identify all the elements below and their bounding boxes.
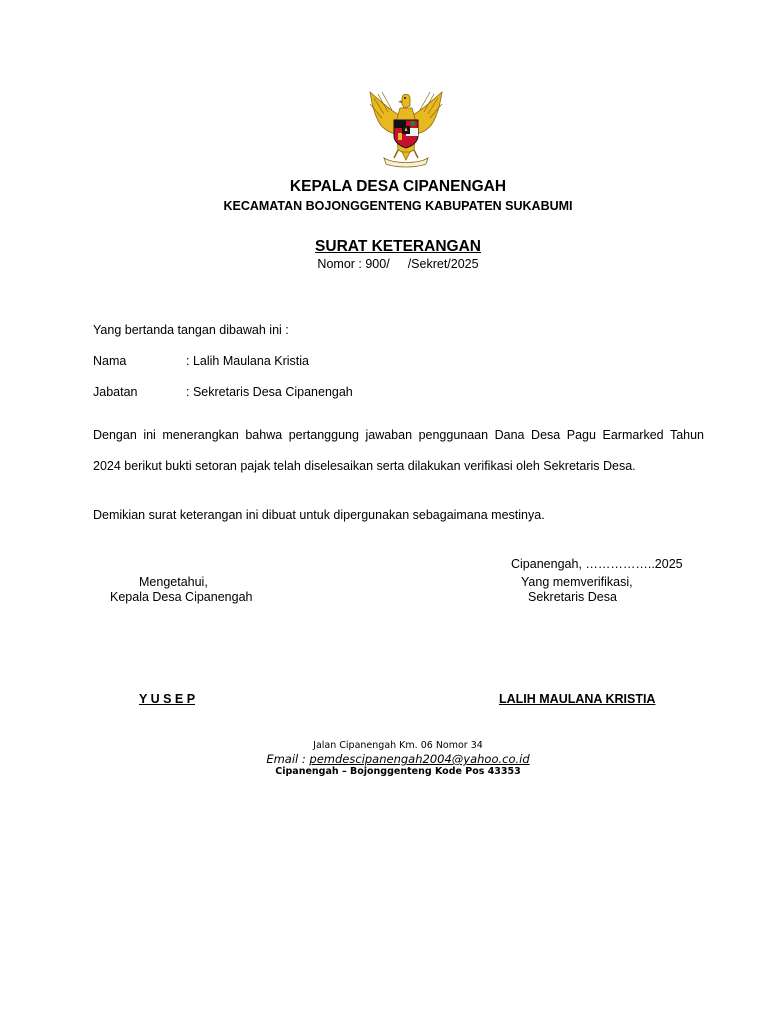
right-signer-name: LALIH MAULANA KRISTIA	[499, 692, 656, 706]
letter-number	[0, 257, 768, 271]
statement-line-1: Dengan ini menerangkan bahwa pertanggung jawaban penggunaan Dana Desa Pagu Earmarked Tahun	[93, 428, 704, 442]
field-label-name: Nama	[93, 354, 127, 368]
statement-line-2: 2024 berikut bukti setoran pajak telah diselesaikan serta dilakukan verifikasi oleh Sekretaris Desa.	[93, 459, 636, 473]
footer-email-link[interactable]: pemdescipanengah2004@yahoo.co.id	[309, 752, 530, 766]
office-subtitle: KECAMATAN BOJONGGENTENG KABUPATEN SUKABUMI	[223, 199, 573, 213]
place-date: Cipanengah, ……………..2025	[511, 557, 683, 571]
intro-text: Yang bertanda tangan dibawah ini :	[93, 323, 289, 337]
garuda-emblem-icon	[364, 88, 448, 168]
footer-postal: Cipanengah – Bojonggenteng Kode Pos 43353	[275, 766, 521, 777]
right-sign-line2: Sekretaris Desa	[528, 590, 617, 604]
right-sign-line1: Yang memverifikasi,	[521, 575, 633, 589]
left-sign-line2: Kepala Desa Cipanengah	[110, 590, 253, 604]
statement-paragraph	[93, 420, 704, 482]
footer-email-label: Email :	[266, 752, 306, 766]
letter-heading: SURAT KETERANGAN	[315, 238, 481, 255]
letter-number-suffix: /Sekret/2025	[407, 257, 479, 271]
closing-text: Demikian surat keterangan ini dibuat untuk dipergunakan sebagaimana mestinya.	[93, 508, 545, 522]
office-title: KEPALA DESA CIPANENGAH	[289, 178, 507, 195]
field-value-name: : Lalih Maulana Kristia	[186, 354, 309, 368]
left-sign-line1: Mengetahui,	[139, 575, 208, 589]
field-label-position: Jabatan	[93, 385, 138, 399]
left-signer-name: Y U S E P	[139, 692, 196, 706]
field-value-position: : Sekretaris Desa Cipanengah	[186, 385, 353, 399]
footer-email-line	[0, 752, 768, 766]
footer-address: Jalan Cipanengah Km. 06 Nomor 34	[313, 740, 483, 751]
letter-number-prefix: Nomor : 900/	[317, 257, 390, 271]
